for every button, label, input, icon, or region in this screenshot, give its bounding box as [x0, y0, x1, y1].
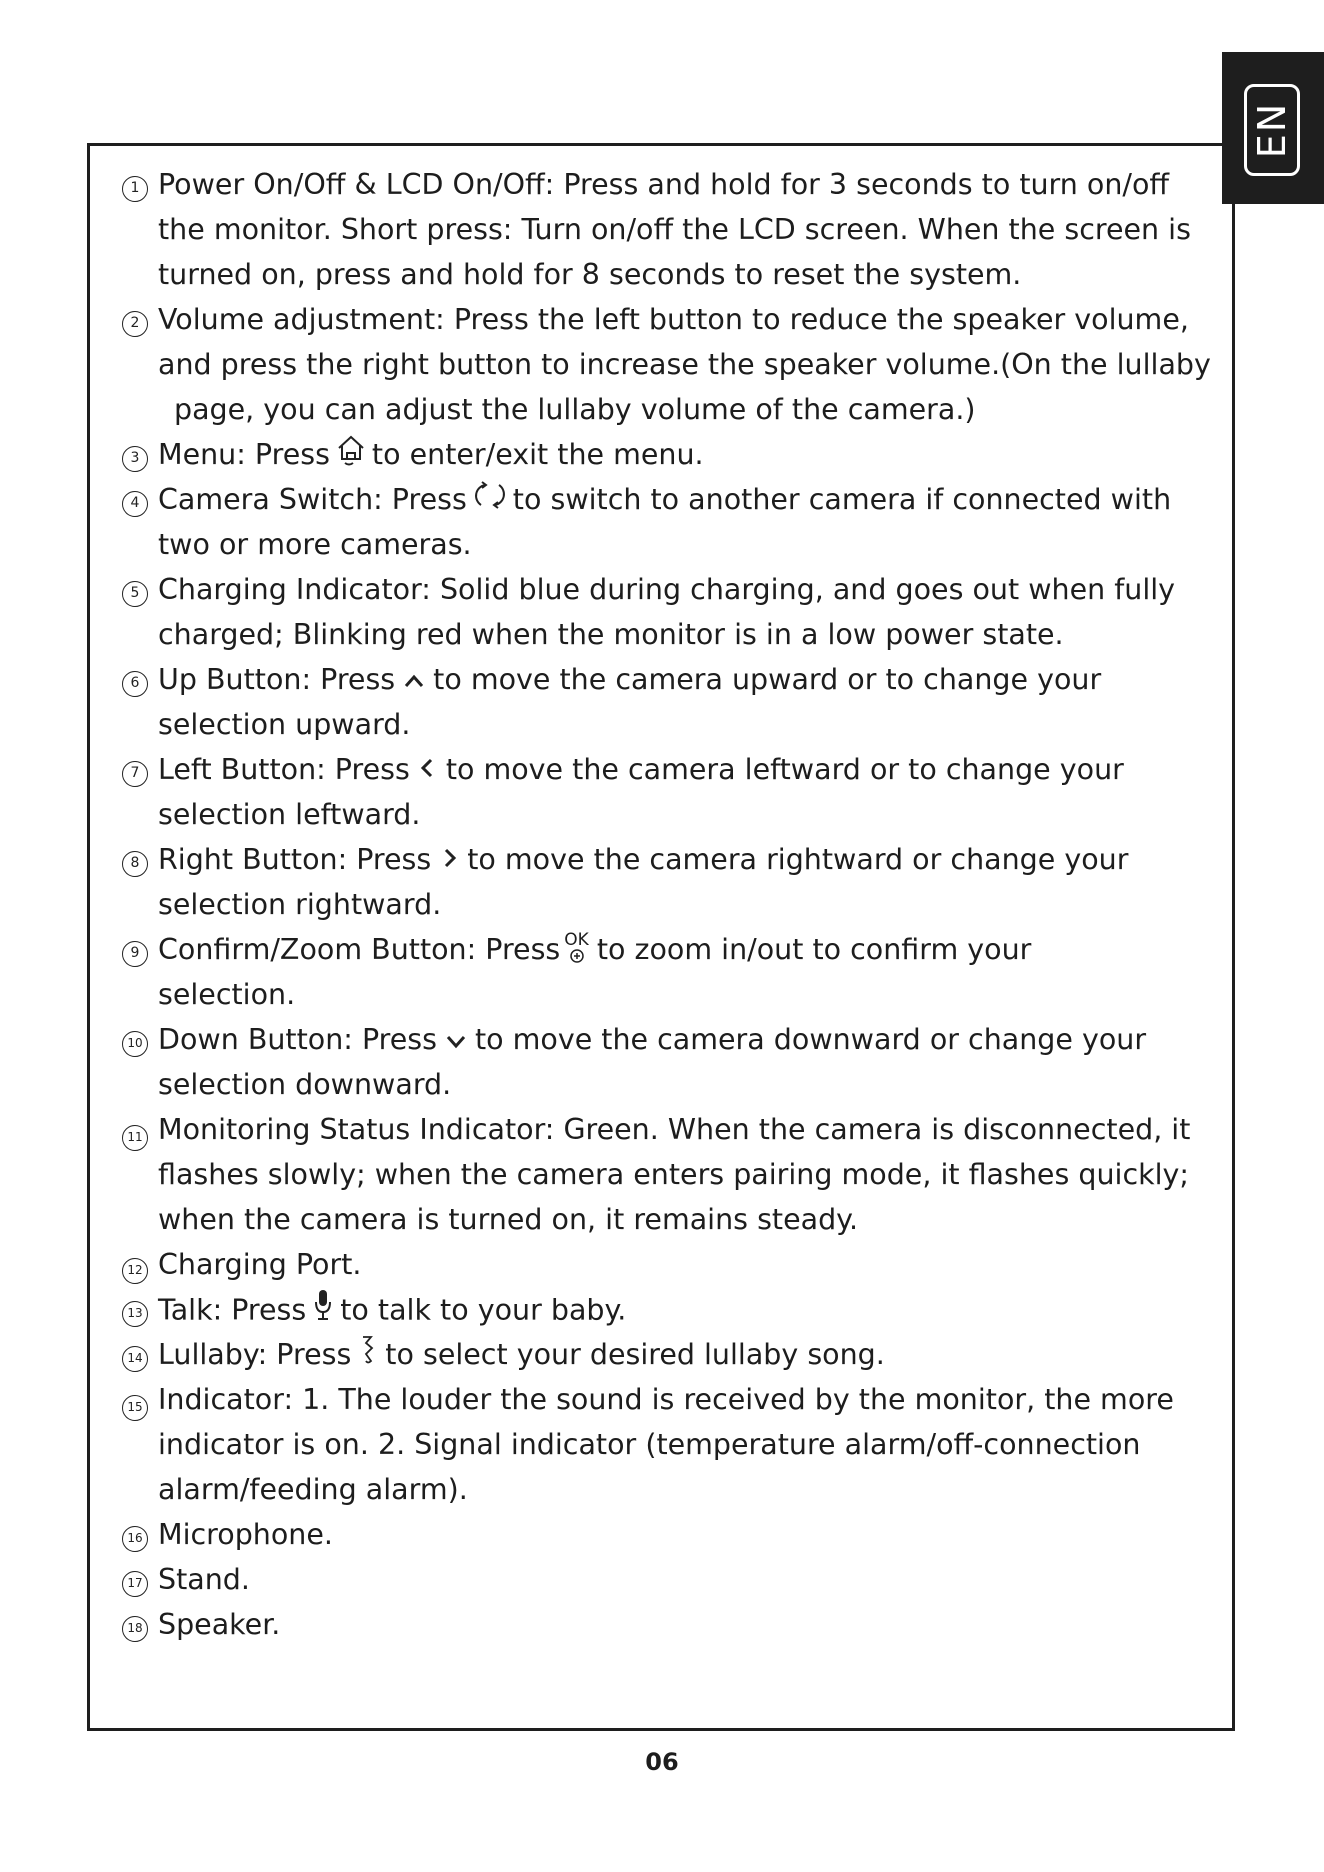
item-text: selection leftward. — [158, 798, 421, 831]
item-text-post: to enter/exit the menu. — [371, 438, 704, 471]
item-text-post: to zoom in/out to confirm your — [596, 933, 1032, 966]
item-number: 10 — [122, 1031, 148, 1057]
ok-zoom-icon — [564, 932, 589, 964]
item-text: two or more cameras. — [158, 528, 472, 561]
item-text — [158, 432, 704, 480]
item-number: 9 — [122, 941, 148, 967]
item-text: page, you can adjust the lullaby volume of the camera.) — [174, 393, 976, 426]
item-number: 11 — [122, 1125, 148, 1151]
microphone-icon — [312, 1287, 334, 1336]
home-icon — [336, 433, 366, 480]
item-text: flashes slowly; when the camera enters pairing mode, it flashes quickly; — [158, 1158, 1190, 1191]
item-text: turned on, press and hold for 8 seconds to reset the system. — [158, 258, 1022, 291]
item-text-pre: Camera Switch: Press — [158, 483, 467, 516]
right-arrow-icon — [437, 839, 461, 884]
item-number: 16 — [122, 1526, 148, 1552]
item-text: Indicator: 1. The louder the sound is received by the monitor, the more — [158, 1383, 1174, 1416]
item-text: Charging Indicator: Solid blue during charging, and goes out when fully — [158, 573, 1176, 606]
lullaby-icon — [357, 1334, 379, 1379]
item-text: selection. — [158, 978, 296, 1011]
item-text-post: to move the camera rightward or change your — [467, 843, 1129, 876]
item-number: 17 — [122, 1571, 148, 1597]
item-text — [158, 477, 1171, 524]
item-text — [158, 747, 1124, 794]
item-text-pre: Lullaby: Press — [158, 1338, 352, 1371]
item-text: Microphone. — [158, 1518, 333, 1551]
item-text: Charging Port. — [158, 1248, 362, 1281]
item-text: Power On/Off & LCD On/Off: Press and hold for 3 seconds to turn on/off — [158, 168, 1170, 201]
item-text-post: to move the camera leftward or to change your — [445, 753, 1124, 786]
item-text-pre: Up Button: Press — [158, 663, 396, 696]
item-number: 12 — [122, 1258, 148, 1284]
item-text — [158, 1332, 885, 1379]
item-number: 14 — [122, 1346, 148, 1372]
item-text — [158, 927, 1031, 972]
item-text-post: to move the camera upward or to change your — [433, 663, 1102, 696]
item-text: selection rightward. — [158, 888, 442, 921]
item-number: 6 — [122, 671, 148, 697]
item-text: charged; Blinking red when the monitor is in a low power state. — [158, 618, 1064, 651]
item-text: when the camera is turned on, it remains steady. — [158, 1203, 859, 1236]
item-text: Volume adjustment: Press the left button to reduce the speaker volume, — [158, 303, 1189, 336]
item-text: indicator is on. 2. Signal indicator (temperature alarm/off-connection — [158, 1428, 1141, 1461]
item-number: 4 — [122, 491, 148, 517]
item-number: 3 — [122, 446, 148, 472]
item-text — [158, 837, 1128, 884]
item-number: 2 — [122, 311, 148, 337]
item-text: selection upward. — [158, 708, 411, 741]
item-text-post: to switch to another camera if connected with — [512, 483, 1172, 516]
item-text-pre: Right Button: Press — [158, 843, 432, 876]
ok-zoom-icon-label: OK — [564, 930, 589, 950]
item-number: 8 — [122, 851, 148, 877]
item-text-post: to talk to your baby. — [340, 1293, 627, 1327]
item-text-pre: Menu: Press — [158, 438, 330, 471]
left-arrow-icon — [416, 749, 440, 794]
language-label-box — [1244, 84, 1300, 176]
up-arrow-icon — [401, 659, 427, 704]
item-number: 1 — [122, 176, 148, 202]
item-text: selection downward. — [158, 1068, 452, 1101]
item-number: 7 — [122, 761, 148, 787]
item-text-post: to select your desired lullaby song. — [385, 1338, 885, 1371]
item-text-pre: Left Button: Press — [158, 753, 410, 786]
item-number: 5 — [122, 581, 148, 607]
item-text-post: to move the camera downward or change your — [474, 1023, 1147, 1056]
item-text-pre: Talk: Press — [158, 1293, 307, 1327]
down-arrow-icon — [443, 1019, 469, 1064]
item-number: 18 — [122, 1616, 148, 1642]
item-text: alarm/feeding alarm). — [158, 1473, 468, 1506]
item-text — [158, 657, 1101, 704]
item-number: 13 — [122, 1301, 148, 1327]
item-number: 15 — [122, 1395, 148, 1421]
instructions-frame — [87, 143, 1235, 1731]
camera-switch-icon — [473, 479, 507, 524]
page-number: 06 — [645, 1748, 679, 1776]
item-text: Monitoring Status Indicator: Green. When the camera is disconnected, it — [158, 1113, 1191, 1146]
item-text-pre: Down Button: Press — [158, 1023, 437, 1056]
language-label: EN — [1250, 101, 1294, 159]
item-text-pre: Confirm/Zoom Button: Press — [158, 933, 561, 966]
item-text — [158, 1287, 626, 1336]
item-text: Stand. — [158, 1563, 250, 1596]
item-text: and press the right button to increase the speaker volume.(On the lullaby — [158, 348, 1211, 381]
item-text: Speaker. — [158, 1608, 281, 1641]
item-text: the monitor. Short press: Turn on/off the LCD screen. When the screen is — [158, 213, 1191, 246]
item-text — [158, 1017, 1146, 1064]
